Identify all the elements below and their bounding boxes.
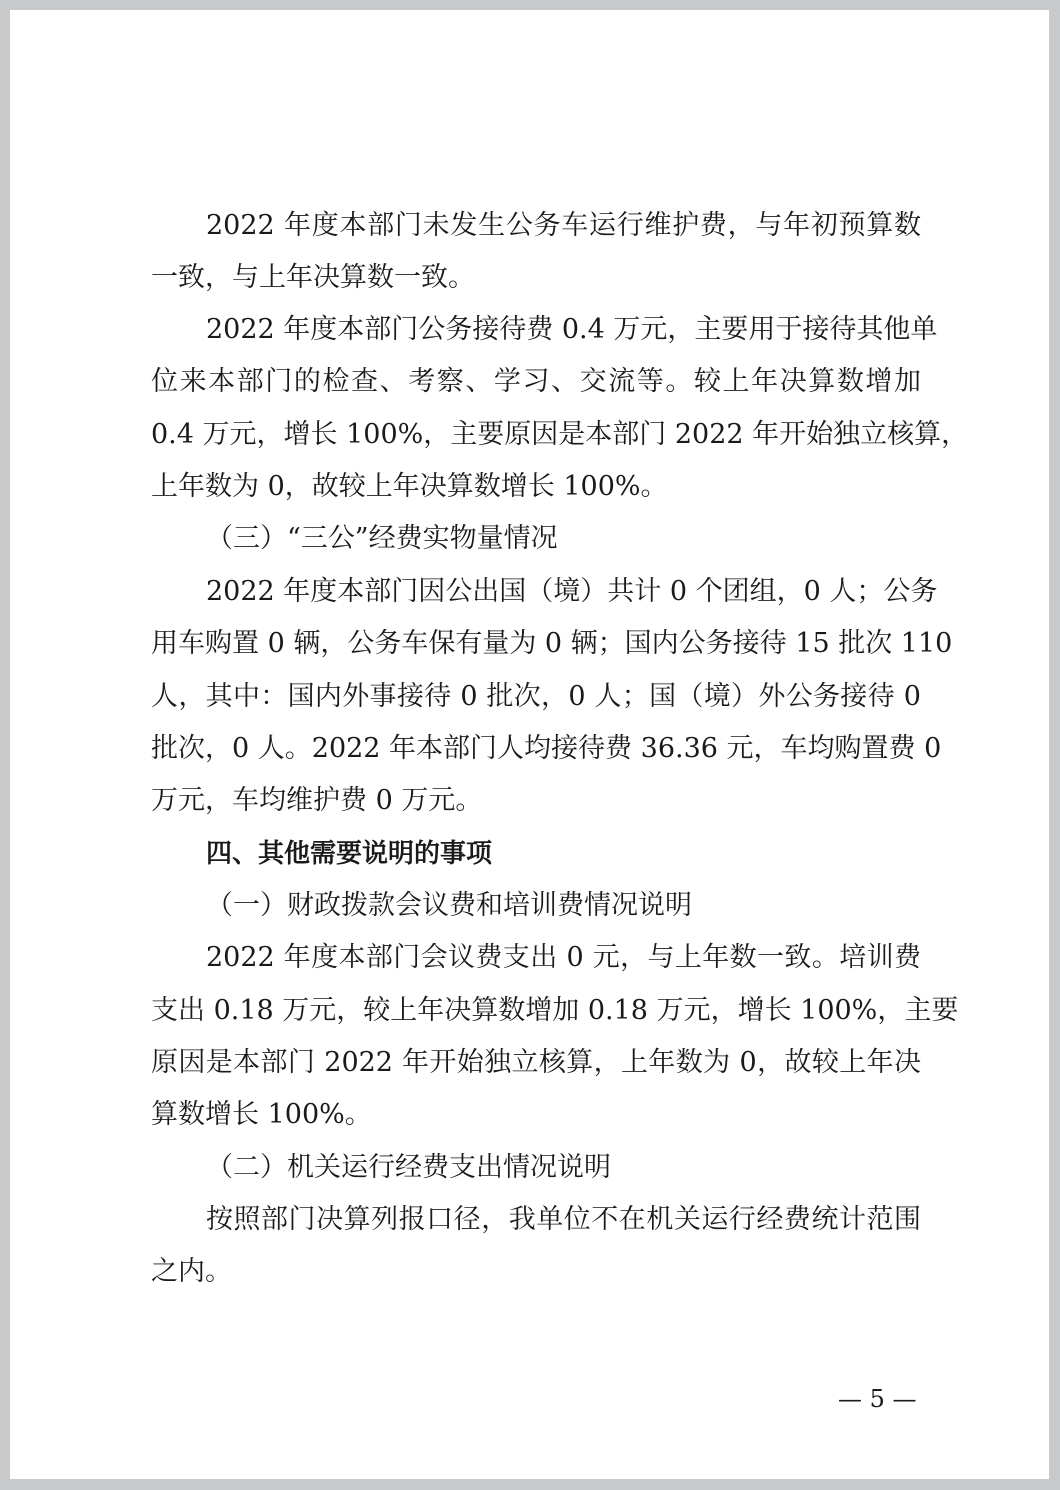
paragraph-line: 人，其中：国内外事接待 0 批次，0 人；国（境）外公务接待 0 bbox=[151, 681, 921, 712]
section-heading-4: 四、其他需要说明的事项 bbox=[206, 839, 493, 869]
paragraph-line: 之内。 bbox=[151, 1256, 232, 1287]
paragraph-line: 2022 年度本部门会议费支出 0 元，与上年数一致。培训费 bbox=[206, 942, 921, 973]
paragraph-line: 0.4 万元，增长 100%，主要原因是本部门 2022 年开始独立核算， bbox=[151, 419, 969, 450]
paragraph-line: 一致，与上年决算数一致。 bbox=[151, 262, 475, 293]
paragraph-line: 原因是本部门 2022 年开始独立核算，上年数为 0，故较上年决 bbox=[151, 1047, 921, 1078]
paragraph-line: 算数增长 100%。 bbox=[151, 1099, 372, 1130]
paragraph-line: 批次，0 人。2022 年本部门人均接待费 36.36 元，车均购置费 0 bbox=[151, 733, 942, 764]
page-number: — 5 — bbox=[838, 1385, 917, 1413]
paragraph-line: 位来本部门的检查、考察、学习、交流等。较上年决算数增加 bbox=[151, 366, 921, 397]
paragraph-line: 上年数为 0，故较上年决算数增长 100%。 bbox=[151, 471, 668, 502]
document-page bbox=[10, 10, 1049, 1479]
paragraph-line: 用车购置 0 辆，公务车保有量为 0 辆；国内公务接待 15 批次 110 bbox=[151, 628, 953, 659]
paragraph-line: 万元，车均维护费 0 万元。 bbox=[151, 785, 483, 816]
paragraph-line: 2022 年度本部门未发生公务车运行维护费，与年初预算数 bbox=[206, 210, 921, 241]
section-heading-3: （三）“三公”经费实物量情况 bbox=[206, 523, 558, 554]
paragraph-line: 2022 年度本部门因公出国（境）共计 0 个团组，0 人；公务 bbox=[206, 576, 938, 607]
subsection-heading: （二）机关运行经费支出情况说明 bbox=[206, 1152, 611, 1183]
subsection-heading: （一）财政拨款会议费和培训费情况说明 bbox=[206, 890, 692, 921]
paragraph-line: 按照部门决算列报口径，我单位不在机关运行经费统计范围 bbox=[206, 1204, 921, 1235]
paragraph-line: 2022 年度本部门公务接待费 0.4 万元，主要用于接待其他单 bbox=[206, 314, 938, 345]
paragraph-line: 支出 0.18 万元，较上年决算数增加 0.18 万元，增长 100%，主要 bbox=[151, 995, 959, 1026]
